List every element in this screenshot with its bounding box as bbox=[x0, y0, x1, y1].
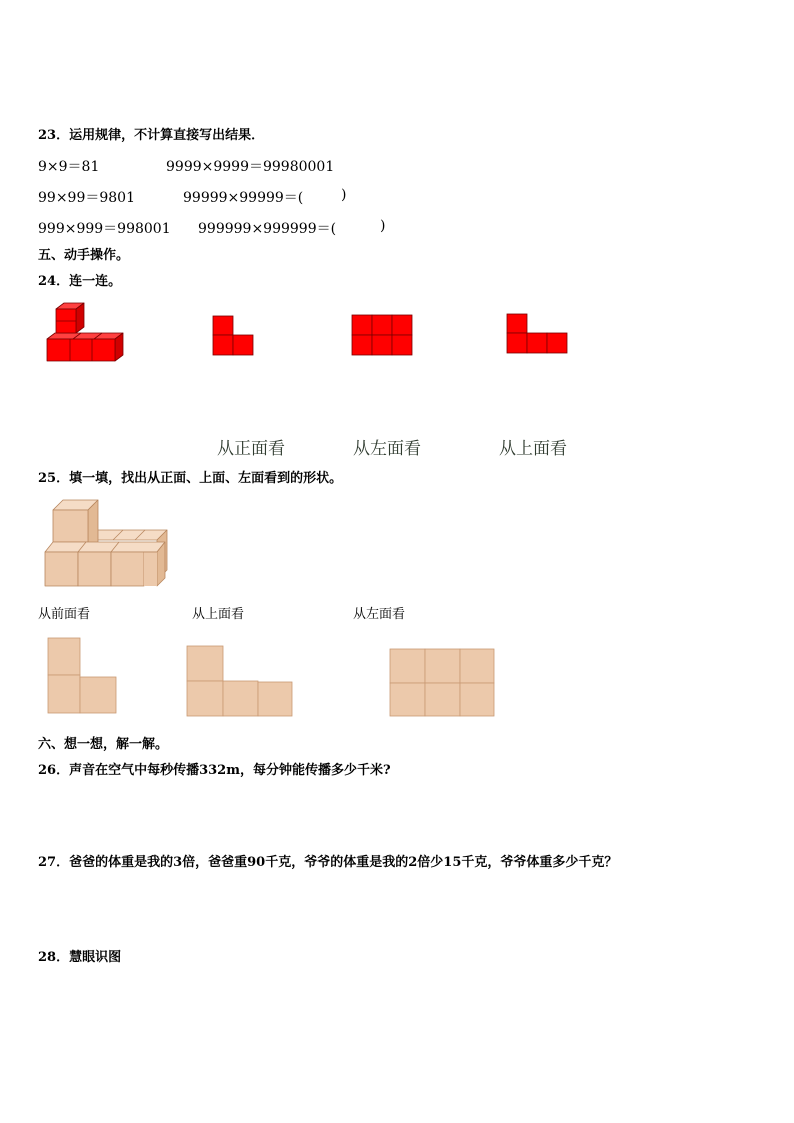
q23-line2-left: 99×99＝9801 bbox=[38, 190, 135, 206]
q25-view-shape-3 bbox=[389, 648, 496, 718]
q28-text: 28．慧眼识图 bbox=[38, 950, 122, 965]
section-5-heading: 五、动手操作。 bbox=[38, 248, 130, 263]
q23-line3-left: 999×999＝998001 bbox=[38, 221, 171, 237]
q25-view-shape-1 bbox=[47, 637, 119, 715]
q26-text: 26．声音在空气中每秒传播332m，每分钟能传播多少千米? bbox=[38, 763, 391, 778]
q23-title: 23．运用规律，不计算直接写出结果． bbox=[38, 128, 265, 143]
q24-view-label-front: 从正面看 bbox=[217, 439, 285, 459]
q27-text: 27．爸爸的体重是我的3倍，爸爸重90千克，爷爷的体重是我的2倍少15千克，爷爷体重多少千克？ bbox=[38, 855, 618, 870]
q25-label-top: 从上面看 bbox=[192, 607, 245, 622]
q25-label-left: 从左面看 bbox=[353, 607, 406, 622]
q23-line2-right: 99999×99999＝( bbox=[183, 190, 304, 206]
q24-title: 24．连一连。 bbox=[38, 274, 122, 289]
q23-line2-answer-close: ) bbox=[341, 187, 347, 203]
q24-view-shape-2 bbox=[351, 314, 413, 357]
q24-view-shape-3 bbox=[506, 313, 570, 355]
q24-view-label-top: 从上面看 bbox=[499, 439, 567, 459]
q25-title: 25．填一填，找出从正面、上面、左面看到的形状。 bbox=[38, 471, 343, 486]
section-6-heading: 六、想一想，解一解。 bbox=[38, 737, 169, 752]
q24-red-solid bbox=[44, 303, 126, 363]
q23-line1-left: 9×9＝81 bbox=[38, 159, 100, 175]
q23-line3-answer-close: ) bbox=[380, 218, 386, 234]
q25-beige-solid bbox=[43, 498, 169, 588]
q25-view-shape-2 bbox=[186, 645, 294, 718]
q24-view-label-left: 从左面看 bbox=[353, 439, 421, 459]
q23-line1-right: 9999×9999＝99980001 bbox=[166, 159, 335, 175]
q25-label-front: 从前面看 bbox=[38, 607, 91, 622]
q23-line3-right: 999999×999999＝( bbox=[198, 221, 337, 237]
q24-view-shape-1 bbox=[212, 315, 256, 357]
